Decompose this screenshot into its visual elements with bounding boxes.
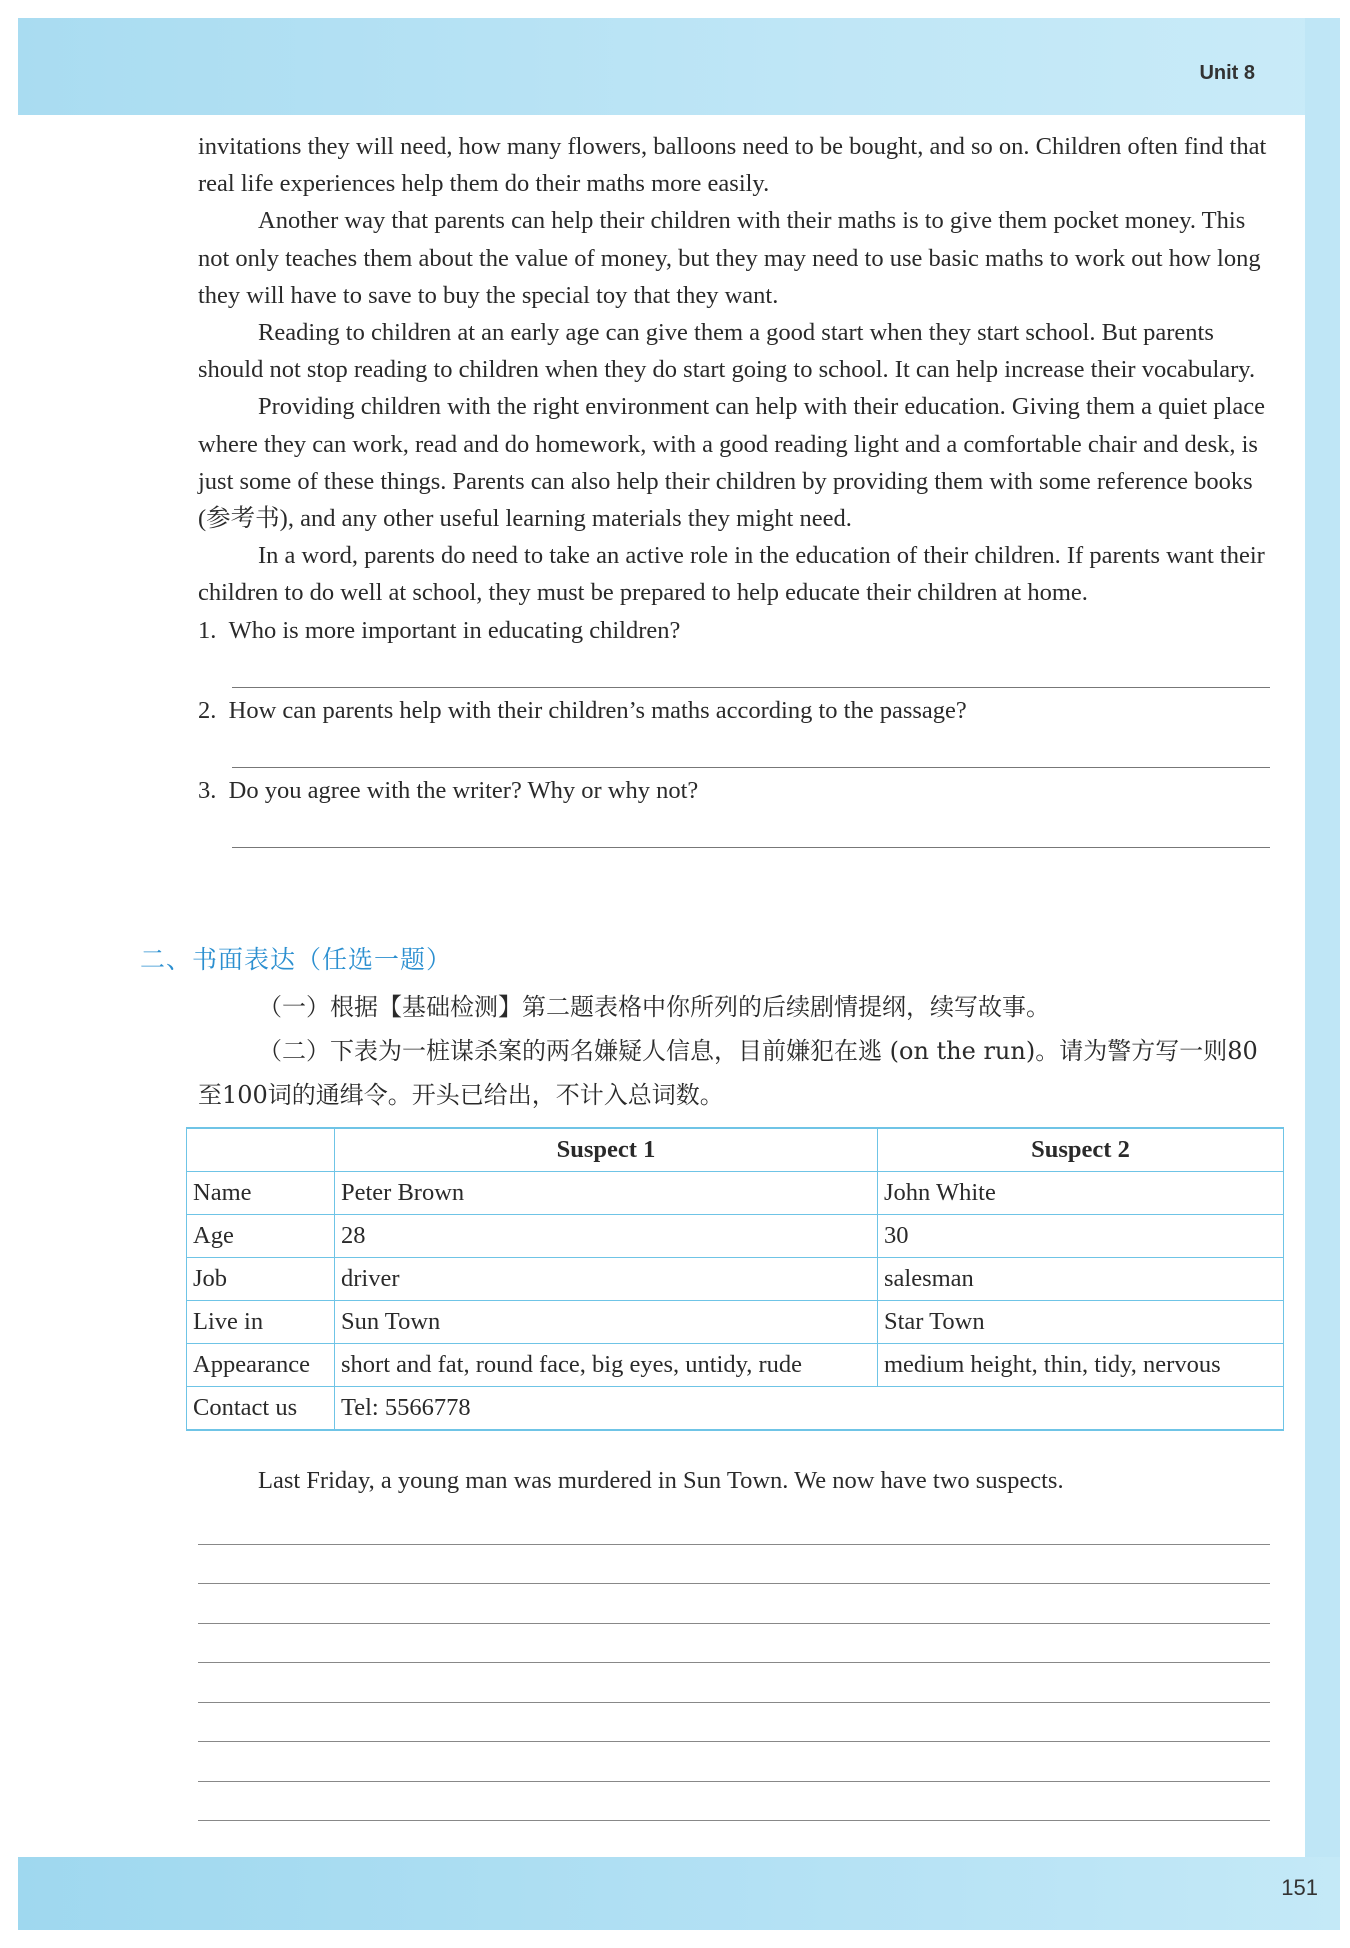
writing-line[interactable]: [198, 1663, 1270, 1703]
writing-line[interactable]: [198, 1545, 1270, 1585]
table-row: [187, 1215, 1284, 1258]
passage-paragraph: Reading to children at an early age can give them a good start when they start school. But parents should not stop reading to children when they do start going to school. It can help increase their vocabulary.: [198, 319, 1256, 384]
table-row: [187, 1344, 1284, 1387]
suspect-2-value: medium height, thin, tidy, nervous: [878, 1344, 1284, 1387]
passage-paragraph: In a word, parents do need to take an active role in the education of their children. If parents want their children to do well at school, they must be prepared to help educate their children at home.: [198, 542, 1265, 607]
suspect-2-value: salesman: [878, 1258, 1284, 1301]
row-label: Job: [187, 1258, 335, 1301]
table-row: [187, 1301, 1284, 1344]
table-header-row: [187, 1128, 1284, 1172]
answer-line-1[interactable]: [232, 649, 1270, 688]
question-number: 2.: [198, 696, 217, 724]
suspect-1-value: short and fat, round face, big eyes, untidy, rude: [335, 1344, 878, 1387]
writing-line[interactable]: [198, 1505, 1270, 1545]
table-row: [187, 1258, 1284, 1301]
page-bottom-band: [18, 1857, 1340, 1930]
row-label: Contact us: [187, 1387, 335, 1431]
question-2: [198, 692, 1280, 768]
writing-line[interactable]: [198, 1742, 1270, 1782]
writing-line[interactable]: [198, 1624, 1270, 1664]
row-label: Live in: [187, 1301, 335, 1344]
writing-answer-area: [198, 1505, 1270, 1821]
opening-sentence: Last Friday, a young man was murdered in Sun Town. We now have two suspects.: [258, 1467, 1064, 1494]
table-header-suspect-2: Suspect 2: [878, 1128, 1284, 1172]
question-3: [198, 772, 1280, 848]
writing-option-1: （一）根据【基础检测】第二题表格中你所列的后续剧情提纲，续写故事。: [258, 993, 1050, 1021]
answer-line-3[interactable]: [232, 809, 1270, 848]
suspects-table: [186, 1127, 1284, 1431]
page-top-band: [18, 18, 1340, 115]
table-row: [187, 1172, 1284, 1215]
suspect-1-value: 28: [335, 1215, 878, 1258]
page-number: 151: [1281, 1875, 1318, 1900]
question-number: 1.: [198, 616, 217, 644]
writing-line[interactable]: [198, 1584, 1270, 1624]
answer-line-2[interactable]: [232, 729, 1270, 768]
contact-value: Tel: 5566778: [335, 1387, 1284, 1431]
writing-instructions: [198, 985, 1268, 1117]
page-right-band: [1305, 18, 1340, 1930]
row-label: Name: [187, 1172, 335, 1215]
question-number: 3.: [198, 777, 217, 805]
passage-paragraph: Another way that parents can help their children with their maths is to give them pocket money. This not only teaches them about the value of money, but they may need to use basic maths to work out how long they will have to save to buy the special toy that they want.: [198, 207, 1261, 309]
question-text: Who is more important in educating children?: [228, 616, 681, 644]
reading-passage: [198, 128, 1280, 848]
table-row-contact: [187, 1387, 1284, 1431]
question-text: How can parents help with their children’s maths according to the passage?: [228, 696, 967, 724]
suspect-2-value: John White: [878, 1172, 1284, 1215]
writing-section-title: 二、书面表达（任选一题）: [140, 945, 453, 974]
suspect-2-value: 30: [878, 1215, 1284, 1258]
writing-option-2: （二）下表为一桩谋杀案的两名嫌疑人信息，目前嫌犯在逃 (on the run)。请为警方写一则80至100词的通缉令。开头已给出，不计入总词数。: [198, 1037, 1258, 1109]
suspect-2-value: Star Town: [878, 1301, 1284, 1344]
row-label: Age: [187, 1215, 335, 1258]
table-header-cell: [187, 1128, 335, 1172]
writing-line[interactable]: [198, 1782, 1270, 1822]
unit-label: Unit 8: [1199, 62, 1255, 84]
passage-paragraph: Providing children with the right environment can help with their education. Giving them a quiet place where they can work, read and do homework, with a good reading light and a comfortable chair and desk, is just some of these things. Parents can also help their children by providing them with some reference books (参考书), and any other useful learning materials they might need.: [198, 393, 1265, 533]
suspect-1-value: driver: [335, 1258, 878, 1301]
passage-paragraph: invitations they will need, how many flowers, balloons need to be bought, and so on. Children often find that real life experiences help them do their maths more easily.: [198, 133, 1267, 198]
suspect-1-value: Peter Brown: [335, 1172, 878, 1215]
question-text: Do you agree with the writer? Why or why not?: [228, 777, 699, 805]
table-header-suspect-1: Suspect 1: [335, 1128, 878, 1172]
writing-line[interactable]: [198, 1703, 1270, 1743]
question-1: [198, 612, 1280, 688]
row-label: Appearance: [187, 1344, 335, 1387]
suspect-1-value: Sun Town: [335, 1301, 878, 1344]
